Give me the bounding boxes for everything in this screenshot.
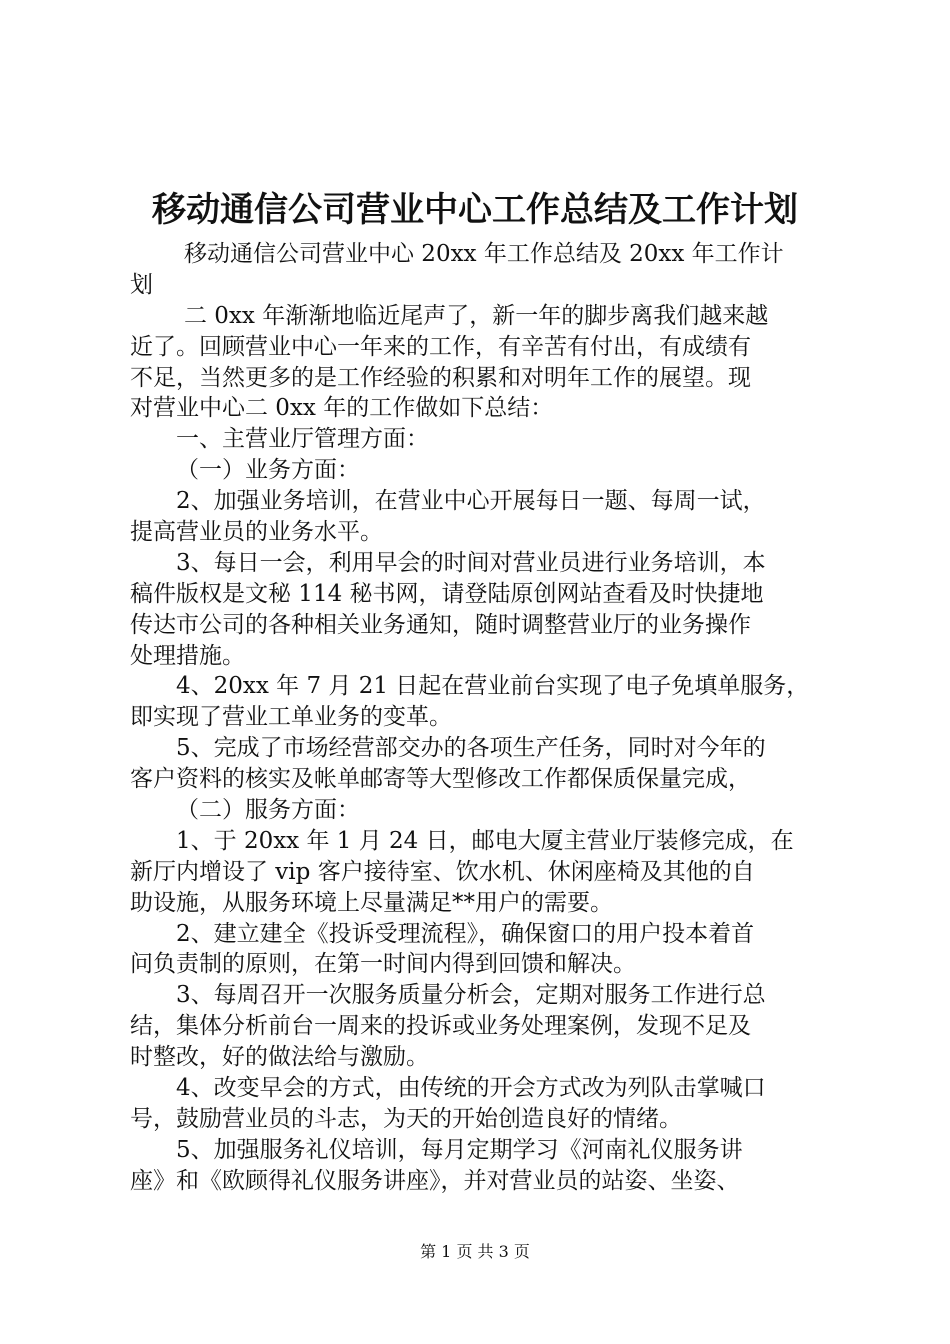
body-line: 移动通信公司营业中心 20xx 年工作总结及 20xx 年工作计 xyxy=(184,241,784,267)
body-line: 4、20xx 年 7 月 21 日起在营业前台实现了电子免填单服务， xyxy=(176,673,810,700)
body-line: （一）业务方面： xyxy=(176,457,360,484)
body-line: 稿件版权是文秘 114 秘书网，请登陆原创网站查看及时快捷地 xyxy=(130,580,764,607)
body-line: 即实现了营业工单业务的变革。 xyxy=(130,704,452,731)
body-line: 1、于 20xx 年 1 月 24 日，邮电大厦主营业厅装修完成，在 xyxy=(176,827,794,854)
page-footer: 第 1 页 共 3 页 xyxy=(420,1242,530,1261)
body-line: 号，鼓励营业员的斗志，为天的开始创造良好的情绪。 xyxy=(130,1105,682,1132)
body-line: 问负责制的原则，在第一时间内得到回馈和解决。 xyxy=(130,951,636,978)
body-line: 提高营业员的业务水平。 xyxy=(130,519,383,546)
body-line: 5、加强服务礼仪培训，每月定期学习《河南礼仪服务讲 xyxy=(176,1136,743,1163)
body-line: 3、每日一会，利用早会的时间对营业员进行业务培训，本 xyxy=(176,549,766,576)
document-title: 移动通信公司营业中心工作总结及工作计划 xyxy=(152,190,798,230)
body-line: 5、完成了市场经营部交办的各项生产任务，同时对今年的 xyxy=(176,735,766,762)
body-line: 一、主营业厅管理方面： xyxy=(176,426,429,453)
body-line: （二）服务方面： xyxy=(176,797,360,824)
body-line: 2、加强业务培训，在营业中心开展每日一题、每周一试， xyxy=(176,488,766,515)
body-line: 结，集体分析前台一周来的投诉或业务处理案例，发现不足及 xyxy=(130,1013,751,1040)
body-line: 客户资料的核实及帐单邮寄等大型修改工作都保质保量完成， xyxy=(130,766,751,793)
body-line: 划 xyxy=(130,271,153,298)
body-line: 时整改，好的做法给与激励。 xyxy=(130,1044,429,1071)
body-line: 4、改变早会的方式，由传统的开会方式改为列队击掌喊口 xyxy=(176,1075,766,1102)
body-line: 近了。回顾营业中心一年来的工作，有辛苦有付出，有成绩有 xyxy=(130,333,751,360)
body-line: 座》和《欧顾得礼仪服务讲座》，并对营业员的站姿、坐姿、 xyxy=(130,1167,740,1194)
body-line: 处理措施。 xyxy=(130,642,245,669)
body-line: 3、每周召开一次服务质量分析会，定期对服务工作进行总 xyxy=(176,982,766,1009)
document-body xyxy=(130,239,830,1197)
body-line: 助设施，从服务环境上尽量满足**用户的需要。 xyxy=(130,889,613,916)
body-line: 对营业中心二 0xx 年的工作做如下总结： xyxy=(130,395,554,422)
body-line: 新厅内增设了 vip 客户接待室、饮水机、休闲座椅及其他的自 xyxy=(130,858,755,885)
body-line: 传达市公司的各种相关业务通知，随时调整营业厅的业务操作 xyxy=(130,611,751,638)
body-line: 不足，当然更多的是工作经验的积累和对明年工作的展望。现 xyxy=(130,364,751,391)
body-line: 2、建立建全《投诉受理流程》，确保窗口的用户投本着首 xyxy=(176,920,755,947)
body-line: 二 0xx 年渐渐地临近尾声了，新一年的脚步离我们越来越 xyxy=(184,302,769,329)
